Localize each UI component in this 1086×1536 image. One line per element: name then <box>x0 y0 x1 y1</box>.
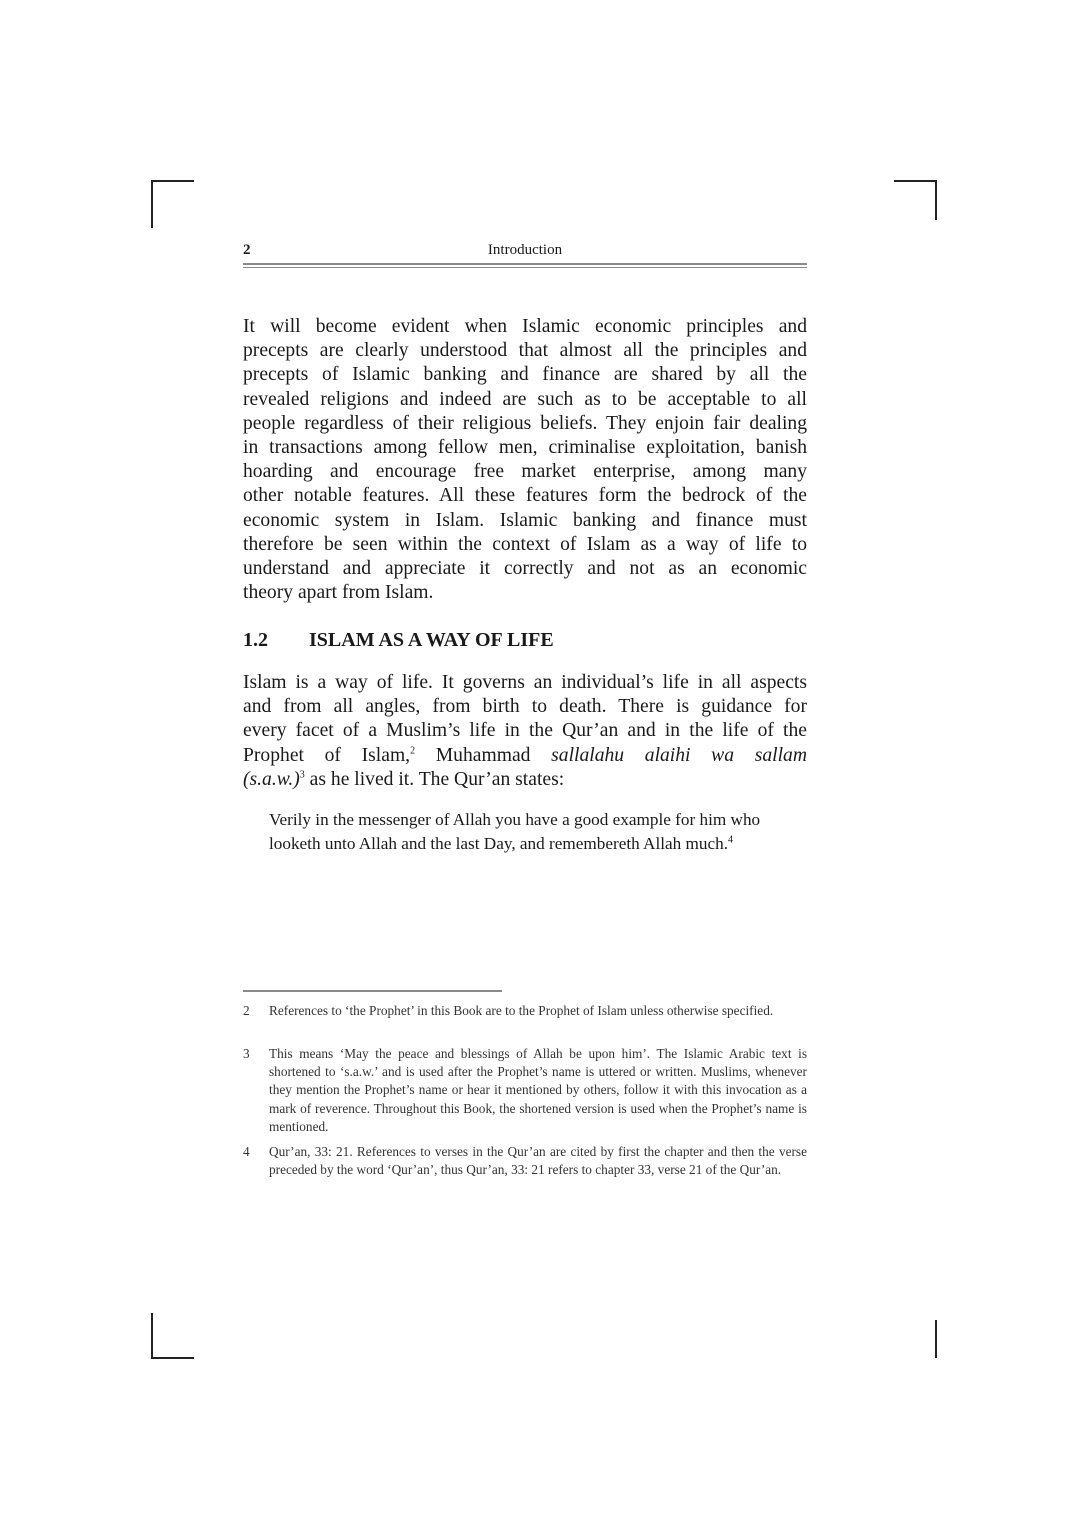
footnote-number: 3 <box>243 1046 250 1061</box>
crop-mark-top-right <box>935 180 937 220</box>
paragraph-line: revealed religions and indeed are such as to be acceptable to all <box>243 388 807 410</box>
paragraph-line: economic system in Islam. Islamic banking and finance must <box>243 509 807 531</box>
paragraph-line: people regardless of their religious beliefs. They enjoin fair dealing <box>243 412 807 434</box>
paragraph-line: every facet of a Muslim’s life in the Qur’an and in the life of the <box>243 720 807 742</box>
paragraph-line: other notable features. All these features form the bedrock of the <box>243 485 807 507</box>
footnote-ref[interactable]: 2 <box>410 745 416 757</box>
footnote <box>243 1045 807 1136</box>
italic-phrase: (s.a.w.) <box>243 768 300 790</box>
footnote-text: This means ‘May the peace and blessings of Allah be upon him’. The Islamic Arabic text is shortened to ‘s.a.w.’ and is used after the Prophet’s name is uttered or written. Muslims, whenever they mention the Prophet’s name or hear it mentioned by others, follow it with this invocation as a mark of reverence. Throughout this Book, the shortened version is used when the Prophet’s name is mentioned. <box>269 1046 807 1134</box>
footnote <box>243 1002 807 1020</box>
running-header <box>243 242 807 262</box>
section-heading <box>243 629 807 652</box>
paragraph-line <box>243 744 807 768</box>
crop-mark-bottom-right <box>935 1320 937 1358</box>
footnote-number: 4 <box>243 1144 250 1159</box>
section-number: 1.2 <box>243 629 268 651</box>
crop-mark-top-left <box>151 180 153 228</box>
footnote <box>243 1143 807 1179</box>
paragraph-text: as he lived it. The Qur’an states: <box>304 768 565 790</box>
italic-phrase: sallalahu alaihi wa sallam <box>551 744 807 766</box>
footnote-ref[interactable]: 3 <box>299 769 305 781</box>
header-rule <box>243 263 807 265</box>
paragraph-line: hoarding and encourage free market enterprise, among many <box>243 461 807 483</box>
crop-mark-bottom-left <box>151 1313 153 1359</box>
paragraph-line: Islam is a way of life. It governs an individual’s life in all aspects <box>243 672 807 693</box>
header-rule <box>243 267 807 268</box>
paragraph-line <box>243 768 807 792</box>
body-paragraph <box>243 671 807 792</box>
footnote-text: Qur’an, 33: 21. References to verses in the Qur’an are cited by first the chapter and then the verse preceded by the word ‘Qur’an’, thus Qur’an, 33: 21 refers to chapter 33, verse 21 of the Qur’an. <box>269 1144 807 1178</box>
section-title: ISLAM AS A WAY OF LIFE <box>309 629 554 651</box>
running-title: Introduction <box>487 242 563 258</box>
footnote-number: 2 <box>243 1003 250 1018</box>
quote-text: Verily in the messenger of Allah you have a good example for him who looketh unto Allah and the last Day, and remembereth Allah much. <box>269 810 761 853</box>
footnote-rule <box>243 990 502 992</box>
paragraph-text: Prophet of Islam, <box>243 744 411 766</box>
crop-mark-top-left <box>151 180 194 182</box>
paragraph-line: therefore be seen within the context of Islam as a way of life to <box>243 533 807 555</box>
page-number: 2 <box>243 242 251 258</box>
footnote-ref[interactable]: 4 <box>728 833 734 845</box>
footnote-text: References to ‘the Prophet’ in this Book are to the Prophet of Islam unless otherwise specified. <box>269 1003 774 1018</box>
paragraph-line: theory apart from Islam. <box>243 582 434 604</box>
crop-mark-bottom-left <box>151 1357 194 1359</box>
paragraph-line: and from all angles, from birth to death. There is guidance for <box>243 696 807 718</box>
block-quote <box>269 808 809 855</box>
paragraph-text: Muhammad <box>415 744 552 766</box>
paragraph-line: precepts of Islamic banking and finance are shared by all the <box>243 364 807 386</box>
paragraph-line: understand and appreciate it correctly and not as an economic <box>243 558 807 580</box>
paragraph-line: It will become evident when Islamic economic principles and <box>243 316 807 337</box>
body-paragraph <box>243 315 807 605</box>
crop-mark-top-right <box>894 180 937 182</box>
paragraph-line: in transactions among fellow men, criminalise exploitation, banish <box>243 437 807 459</box>
paragraph-line: precepts are clearly understood that almost all the principles and <box>243 340 807 362</box>
